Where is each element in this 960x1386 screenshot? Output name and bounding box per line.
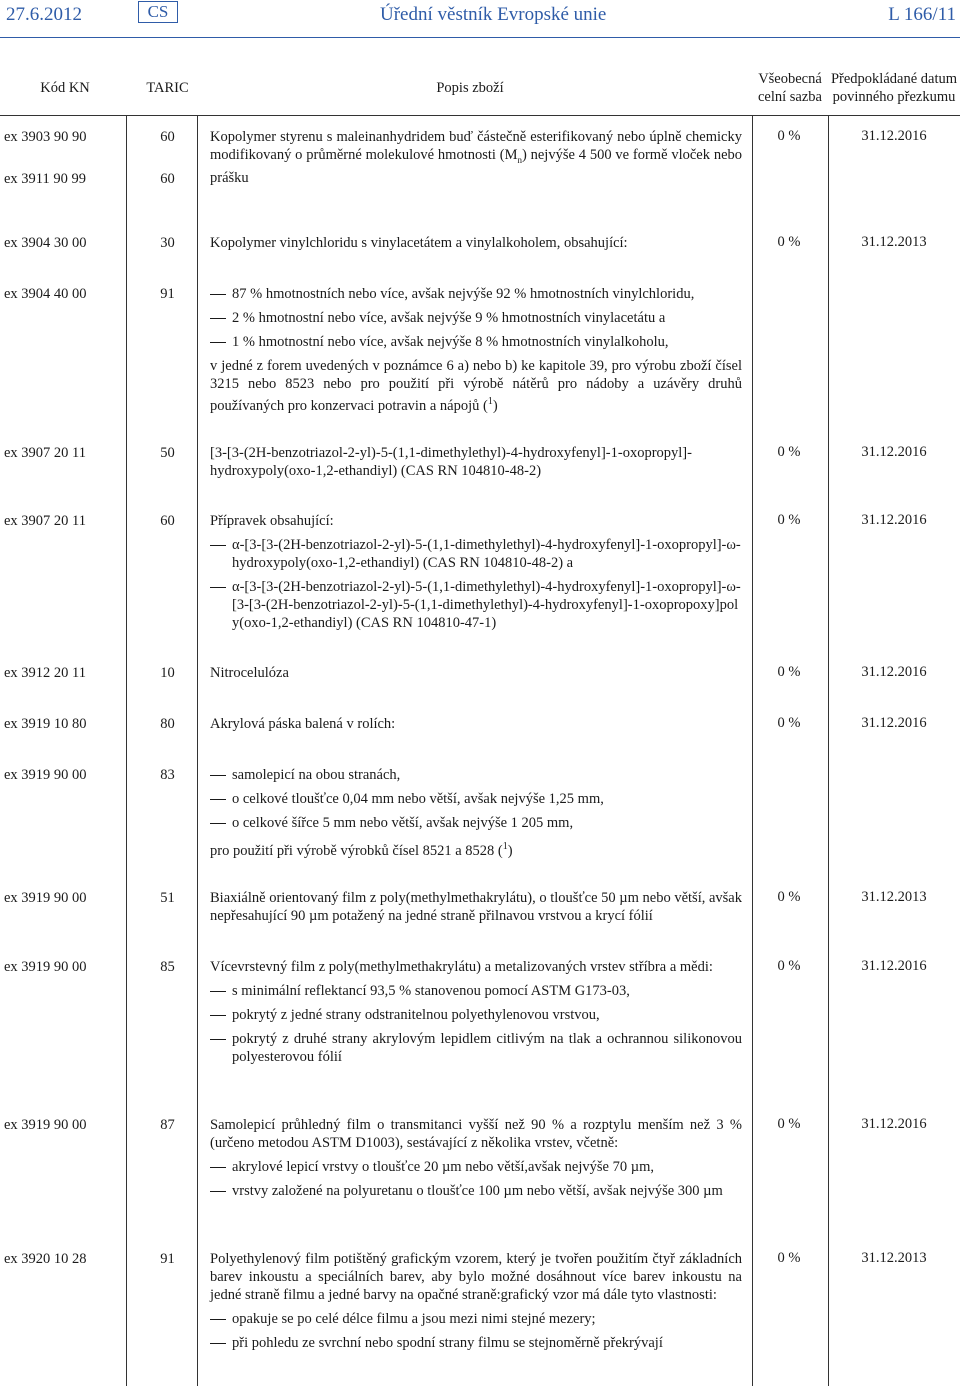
taric-code: 60 bbox=[160, 129, 175, 145]
taric-cell bbox=[145, 444, 190, 462]
kn-code: ex 3919 90 00 bbox=[4, 767, 87, 783]
description-cell bbox=[210, 285, 742, 415]
subscript: n bbox=[517, 154, 522, 165]
kn-code-cell bbox=[4, 1250, 109, 1268]
review-date: 31.12.2013 bbox=[861, 889, 927, 905]
column-divider bbox=[126, 115, 127, 1386]
kn-code: ex 3911 90 99 bbox=[4, 171, 87, 187]
taric-code: 91 bbox=[160, 286, 175, 302]
kn-code: ex 3919 90 00 bbox=[4, 1117, 87, 1133]
list-item: s minimální reflektancí 93,5 % stanovenou pomocí ASTM G173-03, bbox=[210, 982, 742, 1000]
footnote-ref[interactable]: 1 bbox=[502, 841, 508, 852]
duty-rate: 0 % bbox=[777, 128, 801, 144]
duty-rate: 0 % bbox=[777, 1250, 801, 1266]
taric-cell bbox=[145, 128, 190, 188]
taric-code: 10 bbox=[160, 665, 175, 681]
review-date: 31.12.2016 bbox=[861, 512, 927, 528]
duty-rate: 0 % bbox=[777, 512, 801, 528]
list-item: 1 % hmotnostní nebo více, avšak nejvýše 8 % hmotnostních vinylalkoholu, bbox=[210, 333, 742, 351]
taric-cell bbox=[145, 889, 190, 907]
description-text: Samolepicí průhledný film o transmitanci vyšší než 90 % a rozptylu menším než 3 % (určeno metodou ASTM D1003), sestávající z několika vrstev, včetně: bbox=[210, 1117, 742, 1151]
usage-note bbox=[210, 838, 742, 860]
column-review-line1: Předpokládané datum bbox=[830, 71, 958, 87]
taric-code: 51 bbox=[160, 890, 175, 906]
header-rule bbox=[0, 37, 960, 38]
column-rate bbox=[752, 70, 828, 106]
list-item: akrylové lepicí vrstvy o tloušťce 20 µm nebo větší,avšak nejvýše 70 µm, bbox=[210, 1158, 742, 1176]
kn-code-cell bbox=[4, 664, 109, 682]
column-description: Popis zboží bbox=[436, 80, 504, 96]
kn-code-cell bbox=[4, 766, 109, 784]
description-cell bbox=[210, 128, 742, 187]
journal-title: Úřední věstník Evropské unie bbox=[380, 4, 607, 25]
duty-rate: 0 % bbox=[777, 958, 801, 974]
kn-code: ex 3919 90 00 bbox=[4, 890, 87, 906]
taric-code: 83 bbox=[160, 767, 175, 783]
list-item: o celkové tloušťce 0,04 mm nebo větší, avšak nejvýše 1,25 mm, bbox=[210, 790, 742, 808]
description-cell bbox=[210, 512, 742, 632]
list-item: pokrytý z druhé strany akrylovým lepidlem citlivým na tlak a ochrannou silikonovou polyesterovou fólií bbox=[210, 1030, 742, 1066]
review-date: 31.12.2016 bbox=[861, 958, 927, 974]
taric-cell bbox=[145, 958, 190, 976]
note-end: ) bbox=[507, 842, 513, 859]
description-text: Polyethylenový film potištěný grafickým vzorem, který je tvořen použitím čtyř základních barev inkoustu a speciálních barev, aby bylo možné dosáhnout více barev inkoustu na jedné straně filmu a jedné barvy na opačné straně:grafický vzor má dále tyto vlastnosti: bbox=[210, 1251, 742, 1303]
column-rate-line2: celní sazba bbox=[757, 89, 822, 105]
duty-rate: 0 % bbox=[777, 664, 801, 680]
list-item: o celkové šířce 5 mm nebo větší, avšak nejvýše 1 205 mm, bbox=[210, 814, 742, 832]
review-date: 31.12.2013 bbox=[861, 1250, 927, 1266]
list-item: samolepicí na obou stranách, bbox=[210, 766, 742, 784]
kn-code: ex 3919 10 80 bbox=[4, 716, 87, 732]
language-badge: CS bbox=[138, 1, 178, 23]
taric-cell bbox=[145, 1250, 190, 1268]
description-text: Nitrocelulóza bbox=[210, 665, 289, 681]
duty-rate: 0 % bbox=[777, 1116, 801, 1132]
kn-code: ex 3920 10 28 bbox=[4, 1251, 87, 1267]
taric-code: 87 bbox=[160, 1117, 175, 1133]
list-item: pokrytý z jedné strany odstranitelnou polyethylenovou vrstvou, bbox=[210, 1006, 742, 1024]
list-item: 87 % hmotnostních nebo více, avšak nejvýše 92 % hmotnostních vinylchloridu, bbox=[210, 285, 742, 303]
description-text: [3-[3-(2H-benzotriazol-2-yl)-5-(1,1-dimethylethyl)-4-hydroxyfenyl]-1-oxopropyl]-hydroxypoly(oxo-1,2-ethandiyl) (CAS RN 104810-48-2) bbox=[210, 445, 692, 479]
kn-code: ex 3904 30 00 bbox=[4, 235, 87, 251]
taric-cell bbox=[145, 715, 190, 733]
list-item: α-[3-[3-(2H-benzotriazol-2-yl)-5-(1,1-dimethylethyl)-4-hydroxyfenyl]-1-oxopropyl]-ω-[3-[3-(2H-benzotriazol-2-yl)-5-(1,1-dimethylethyl)-4-hydroxyfenyl]-1-oxopropoxy]poly(oxo-1,2-ethandiyl) (CAS RN 104810-47-1) bbox=[210, 578, 742, 632]
review-date: 31.12.2016 bbox=[861, 664, 927, 680]
duty-rate: 0 % bbox=[777, 444, 801, 460]
kn-code: ex 3912 20 11 bbox=[4, 665, 87, 681]
column-divider bbox=[828, 115, 829, 1386]
list-item: vrstvy založené na polyuretanu o tloušťce 100 µm nebo větší, avšak nejvýše 300 µm bbox=[210, 1182, 742, 1200]
kn-code-cell bbox=[4, 444, 109, 462]
taric-cell bbox=[145, 285, 190, 303]
kn-code-cell bbox=[4, 285, 109, 303]
kn-code-cell bbox=[4, 958, 109, 976]
taric-code: 50 bbox=[160, 445, 175, 461]
kn-code-cell bbox=[4, 128, 109, 188]
description-text: Kopolymer styrenu s maleinanhydridem buď částečně esterifikovaný nebo úplně chemicky modifikovaný o průměrné molekulové hmotnosti (M bbox=[210, 129, 742, 163]
taric-code: 80 bbox=[160, 716, 175, 732]
column-divider bbox=[752, 115, 753, 1386]
usage-note bbox=[210, 357, 742, 415]
kn-code: ex 3919 90 00 bbox=[4, 959, 87, 975]
description-text: ) nejvýše 4 500 ve formě vloček nebo prášku bbox=[210, 147, 743, 186]
taric-cell bbox=[145, 664, 190, 682]
kn-code: ex 3907 20 11 bbox=[4, 513, 87, 529]
taric-code: 60 bbox=[160, 171, 175, 187]
description-text: Biaxiálně orientovaný film z poly(methylmethakrylátu), o tloušťce 50 µm nebo větší, avšak nepřesahující 90 µm potažený na jedné straně přilnavou vrstvou a krycí fólií bbox=[210, 890, 742, 924]
review-date: 31.12.2016 bbox=[861, 1116, 927, 1132]
note-end: ) bbox=[492, 397, 498, 414]
duty-rate: 0 % bbox=[777, 889, 801, 905]
taric-cell bbox=[145, 512, 190, 530]
taric-code: 91 bbox=[160, 1251, 175, 1267]
duty-rate: 0 % bbox=[777, 715, 801, 731]
column-divider bbox=[197, 115, 198, 1386]
kn-code: ex 3903 90 90 bbox=[4, 129, 87, 145]
page-header bbox=[0, 0, 960, 34]
kn-code-cell bbox=[4, 1116, 109, 1134]
description-text: Kopolymer vinylchloridu s vinylacetátem a vinylalkoholem, obsahující: bbox=[210, 235, 628, 251]
kn-code: ex 3907 20 11 bbox=[4, 445, 87, 461]
description-cell bbox=[210, 958, 742, 1066]
footnote-ref[interactable]: 1 bbox=[487, 396, 493, 407]
kn-code-cell bbox=[4, 512, 109, 530]
taric-cell bbox=[145, 766, 190, 784]
description-text: Akrylová páska balená v rolích: bbox=[210, 716, 396, 732]
column-kn: Kód KN bbox=[40, 80, 90, 96]
description-cell bbox=[210, 1250, 742, 1352]
review-date: 31.12.2016 bbox=[861, 444, 927, 460]
kn-code-cell bbox=[4, 234, 109, 252]
column-header-rule bbox=[0, 115, 960, 116]
kn-code-cell bbox=[4, 889, 109, 907]
list-item: α-[3-[3-(2H-benzotriazol-2-yl)-5-(1,1-dimethylethyl)-4-hydroxyfenyl]-1-oxopropyl]-ω-hydroxypoly(oxo-1,2-ethandiyl) (CAS RN 104810-48-2) a bbox=[210, 536, 742, 572]
taric-code: 85 bbox=[160, 959, 175, 975]
kn-code: ex 3904 40 00 bbox=[4, 286, 87, 302]
column-review-line2: povinného přezkumu bbox=[832, 89, 956, 105]
duty-rate: 0 % bbox=[777, 234, 801, 250]
note-text: v jedné z forem uvedených v poznámce 6 a) nebo b) ke kapitole 39, pro výrobu zboží čísel 3215 nebo 8523 nebo pro použití při výrobě nátěrů pro nádoby a uzávěry druhů používaných pro konzervaci potravin a nápojů ( bbox=[210, 358, 742, 414]
kn-code-cell bbox=[4, 715, 109, 733]
table-header bbox=[0, 68, 960, 108]
taric-cell bbox=[145, 234, 190, 252]
taric-cell bbox=[145, 1116, 190, 1134]
review-date: 31.12.2013 bbox=[861, 234, 927, 250]
review-date: 31.12.2016 bbox=[861, 715, 927, 731]
taric-code: 60 bbox=[160, 513, 175, 529]
column-taric: TARIC bbox=[146, 80, 189, 96]
description-cell bbox=[210, 1116, 742, 1200]
list-item: při pohledu ze svrchní nebo spodní strany filmu se stejnoměrně překrývají bbox=[210, 1334, 742, 1352]
taric-code: 30 bbox=[160, 235, 175, 251]
column-rate-line1: Všeobecná bbox=[758, 71, 822, 87]
description-text: Vícevrstevný film z poly(methylmethakrylátu) a metalizovaných vrstev stříbra a mědi: bbox=[210, 959, 713, 975]
publication-date: 27.6.2012 bbox=[6, 4, 82, 25]
review-date: 31.12.2016 bbox=[861, 128, 927, 144]
description-text: Přípravek obsahující: bbox=[210, 513, 334, 529]
note-text: pro použití při výrobě výrobků čísel 8521 a 8528 ( bbox=[210, 842, 503, 859]
column-review-date bbox=[828, 70, 960, 106]
description-cell bbox=[210, 766, 742, 860]
page-number: L 166/11 bbox=[888, 4, 956, 25]
list-item: 2 % hmotnostní nebo více, avšak nejvýše 9 % hmotnostních vinylacetátu a bbox=[210, 309, 742, 327]
list-item: opakuje se po celé délce filmu a jsou mezi nimi stejné mezery; bbox=[210, 1310, 742, 1328]
